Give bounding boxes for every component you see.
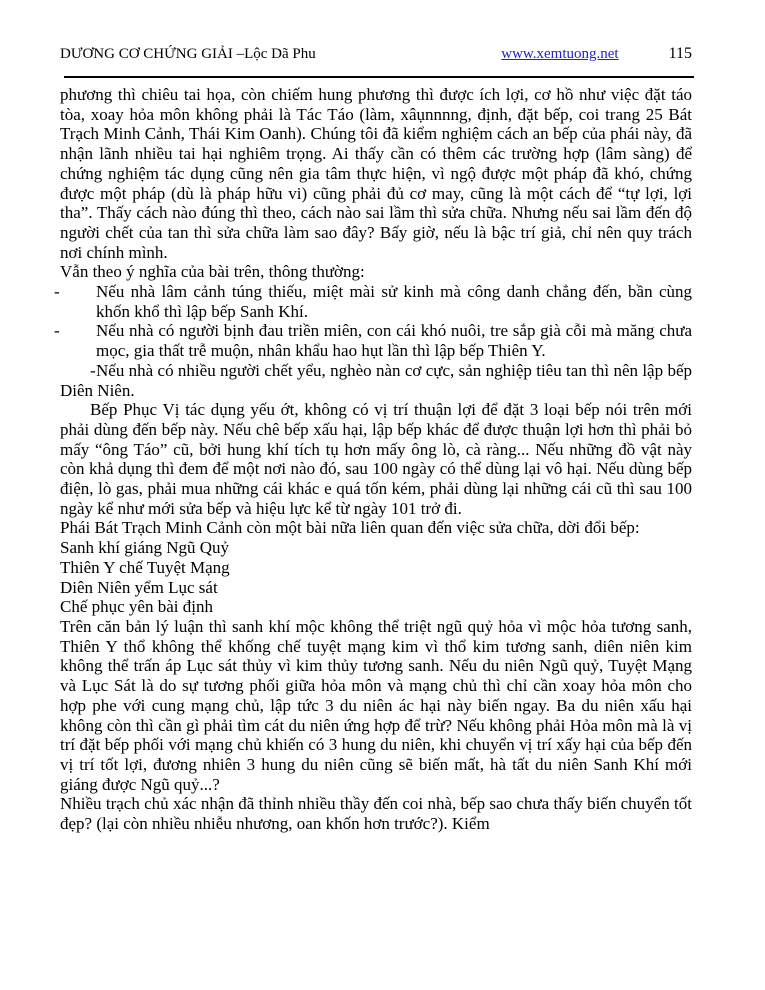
paragraph-conclusion: Nhiều trạch chủ xác nhận đã thỉnh nhiều thầy đến coi nhà, bếp sao chưa thấy biến chuyển tốt đẹp? (lại còn nhiều nhiễu nhương, oan khốn hơn trước?). Kiểm <box>60 794 692 834</box>
verse-line: Diên Niên yểm Lục sát <box>60 577 218 597</box>
list-item-text: Nếu nhà có nhiều người chết yểu, nghèo nàn cơ cực, sản nghiệp tiêu tan thì nên lập bếp Diên Niên. <box>60 360 692 400</box>
paragraph-phuc-vi: Bếp Phục Vị tác dụng yếu ớt, không có vị trí thuận lợi để đặt 3 loại bếp nói trên mới phải dùng đến bếp này. Nếu chê bếp xấu hại, lập bếp khác để được thuận lợi hơn thì phải bỏ mấy “ông Táo” cũ, bởi hung khí tích tụ hơn mấy ông lò, cà ràng... Nếu những đồ vật này còn khả dụng thì đem để một nơi nào đó, sau 100 ngày có thể dùng lại vô hại. Nếu dùng bếp điện, lò gas, phải mua những cái khác e quá tốn kém, phải dùng lại những cái cũ thì sau 100 ngày kể như mới sửa bếp và hiệu lực kể từ ngày 101 trở đi. <box>60 400 692 518</box>
verse-line: Chế phục yên bài định <box>60 597 213 617</box>
verse-line: Sanh khí giáng Ngũ Quỷ <box>60 538 230 558</box>
paragraph-theory: Trên căn bản lý luận thì sanh khí mộc không thể triệt ngũ quỷ hỏa vì mộc hỏa tương sanh, Thiên Y thổ không thể khống chế tuyệt mạng kim vì thổ kim tương sanh, diên niên kim không thể trấn áp Lục sát thủy vì kim thủy tương sanh. Nếu du niên Ngũ quỷ, Tuyệt Mạng và Lục Sát là do sự tương phối giữa hỏa môn và mạng chủ thì chỉ cần xoay hỏa môn cho hợp phe với cung mạng chủ, lập tức 3 du niên ác hại này biến ngay. Ba du niên xấu hại không còn thì cần gì phải tìm cát du niên ứng hợp để trừ? Nếu không phải Hỏa môn mà là vị trí đặt bếp phối với mạng chủ khiến có 3 hung du niên, khi chuyển vị trí xấy hại của bếp đến vị trí tốt lợi, đương nhiên 3 hung du niên cũng sẽ biến mất, hà tất du niên Sanh Khí mới giáng được Ngũ quỷ...? <box>60 616 692 794</box>
list-item <box>54 321 692 361</box>
paragraph-list-intro: Vẫn theo ý nghĩa của bài trên, thông thường: <box>60 262 365 282</box>
verse-line: Thiên Y chế Tuyệt Mạng <box>60 557 230 577</box>
list-item <box>60 361 692 400</box>
verse-block <box>60 538 692 617</box>
list-item-text: Nếu nhà có người bịnh đau triền miên, con cái khó nuôi, tre sắp già cỗi mà măng chưa mọc, gia thất trễ muộn, nhân khẩu hao hụt lần thì lập bếp Thiên Y. <box>96 321 692 361</box>
list-item-text: Nếu nhà lâm cảnh túng thiếu, miệt mài sử kinh mà công danh chẳng đến, bần cùng khốn khổ thì lập bếp Sanh Khí. <box>96 282 692 321</box>
list-item-dash: - <box>54 321 60 341</box>
page-header <box>60 45 692 63</box>
header-divider <box>64 76 694 78</box>
page-body <box>54 85 692 834</box>
list-item-dash: - <box>54 282 60 302</box>
paragraph-continuation: phương thì chiêu tai họa, còn chiếm hung phương thì được ích lợi, cơ hồ như việc đặt táo tòa, xoay hỏa môn không phải là Tác Táo (làm, xâụnnnng, định, đặt bếp, coi trang 25 Bát Trạch Minh Cảnh, Thái Kim Oanh). Chúng tôi đã kiểm nghiệm cách an bếp của phái này, đã nhận lãnh nhiều tai hại nghiêm trọng. Ai thấy cần có thêm các trường hợp (lâm sàng) để chứng nghiệm tác dụng cũng nên gia tâm thực hiện, vì ngộ được một pháp đã khó, chứng được một pháp (dù là pháp hữu vi) cũng phải đủ cơ may, cũng là một cách để “tự lợi, lợi tha”. Thấy cách nào đúng thì theo, cách nào sai lầm thì sửa chữa. Nhưng nếu sai lầm đến độ người chết của tan thì sửa chữa làm sao đây? Bấy giờ, nếu là bậc trí giả, chỉ nên quy trách nơi chính mình. <box>60 85 692 262</box>
list-item-dash: - <box>90 360 96 380</box>
page-number: 115 <box>668 45 692 62</box>
list-item <box>54 282 692 321</box>
header-link[interactable]: www.xemtuong.net <box>501 46 619 62</box>
header-title: DƯƠNG CƠ CHỨNG GIẢI –Lộc Dã Phu <box>60 46 316 62</box>
paragraph-phai-bat-trach: Phái Bát Trạch Minh Cảnh còn một bài nữa liên quan đến việc sửa chữa, dời đổi bếp: <box>60 518 640 538</box>
